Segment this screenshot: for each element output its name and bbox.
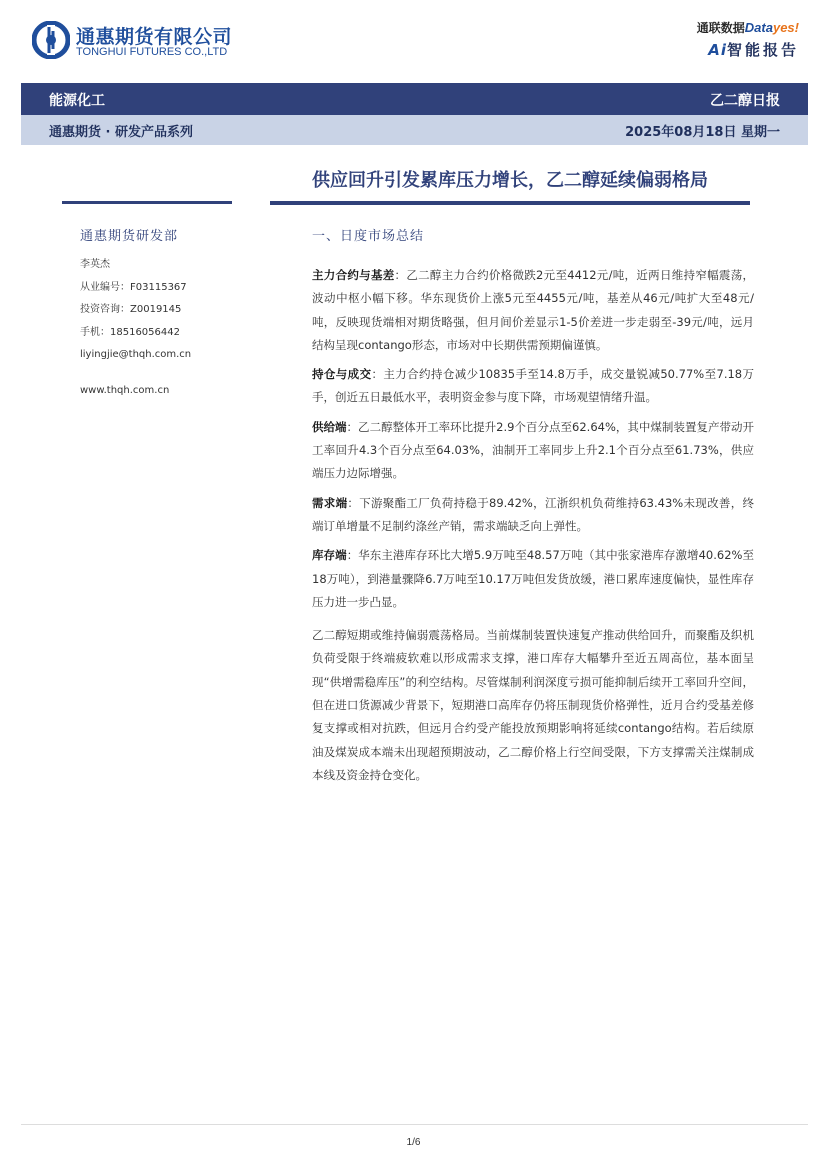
sector-label: 能源化工 (49, 93, 105, 109)
ai-report-text: 智能报告 (726, 41, 799, 59)
analyst-name: 李英杰 (80, 259, 110, 270)
paragraph-label: 供给端 (312, 419, 347, 434)
company-name-en: TONGHUI FUTURES CO.,LTD (76, 46, 228, 58)
paragraph-label: 需求端 (312, 495, 348, 510)
consult-label: 投资咨询： (80, 304, 130, 315)
report-body (312, 264, 754, 793)
page-number: 1/6 (406, 1137, 421, 1148)
paragraph-label: 主力合约与基差 (312, 268, 395, 282)
report-title: 供应回升引发累库压力增长，乙二醇延续偏弱格局 (312, 170, 708, 191)
phone-value: 18516056442 (110, 326, 180, 338)
ai-mark: Ai (708, 41, 727, 59)
consult-value: Z0019145 (130, 304, 182, 315)
brand-cn: 通联数据 (696, 21, 745, 35)
license-label: 从业编号： (80, 281, 130, 293)
report-subbanner (21, 115, 808, 145)
section-heading: 一、日度市场总结 (312, 229, 425, 244)
company-name-cn: 通惠期货有限公司 (76, 26, 233, 48)
series-label: 通惠期货 · 研发产品系列 (49, 125, 193, 140)
consult-number (80, 303, 260, 326)
report-banner (21, 83, 808, 115)
paragraph-text: ：乙二醇主力合约价格微跌2元至4412元/吨，近两日维持窄幅震荡，波动中枢小幅下移。华东现货价上涨5元至4455元/吨，基差从46元/吨扩大至48元/吨，反映现货端相对期货略强，但月间价差显示1-5价差进一步走弱至-39元/吨，远月结构呈现contango形态，市场对中长期供需预期偏谨慎。 (312, 268, 754, 352)
paragraph-supply (312, 416, 754, 486)
title-divider (270, 201, 750, 205)
ai-report-label (708, 39, 799, 60)
paragraph-positions (312, 363, 754, 410)
brand-yes: yes! (772, 20, 799, 35)
author-sidebar (80, 225, 260, 396)
report-type-label: 乙二醇日报 (710, 93, 780, 109)
footer-divider (21, 1124, 808, 1125)
paragraph-inventory (312, 544, 754, 614)
license-value: F03115367 (130, 281, 187, 293)
datayes-brand (619, 19, 799, 63)
paragraph-label: 库存端 (312, 548, 347, 563)
paragraph-conclusion: 乙二醇短期或维持偏弱震荡格局。当前煤制装置快速复产推动供给回升，而聚酯及织机负荷受限于终端疲软难以形成需求支撑，港口库存大幅攀升至近五周高位，基本面呈现“供增需稳库压”的利空结构。尽管煤制利润深度亏损可能抑制后续开工率回升空间，但在进口货源减少背景下，短期港口高库存仍将压制现货价格弹性，近月合约受基差修复支撑或相对抗跌，但远月合约受产能投放预期影响将延续contango结构。若后续原油及煤炭成本端未出现超预期波动，乙二醇价格上行空间受限，下方支撑需关注煤制成本线及资金持仓变化。 (312, 628, 754, 782)
company-logo (32, 19, 232, 63)
report-date: 2025年08月18日 星期一 (625, 125, 780, 140)
paragraph-basis (312, 264, 754, 357)
paragraph-text: ：主力合约持仓减少10835手至14.8万手，成交量锐减50.77%至7.18万手，创近五日最低水平，表明资金参与度下降，市场观望情绪升温。 (312, 367, 754, 405)
sidebar-divider (62, 201, 232, 204)
paragraph-text: ：乙二醇整体开工率环比提升2.9个百分点至62.64%，其中煤制装置复产带动开工率回升4.3个百分点至64.03%，油制开工率同步上升2.1个百分点至61.73%，供应端压力边际增强。 (312, 419, 755, 481)
paragraph-demand (312, 492, 754, 539)
paragraph-label: 持仓与成交 (312, 367, 372, 382)
license-number (80, 281, 260, 304)
phone-number (80, 326, 260, 349)
paragraph-text: ：下游聚酯工厂负荷持稳于89.42%，江浙织机负荷维持63.43%未现改善，终端订单增量不足制约涤丝产销，需求端缺乏向上弹性。 (312, 495, 754, 533)
tonghui-logo-icon (32, 21, 70, 59)
brand-data: Data (744, 20, 773, 35)
datayes-logo (697, 19, 799, 36)
phone-label: 手机： (80, 326, 110, 338)
paragraph-text: ：华东主港库存环比大增5.9万吨至48.57万吨（其中张家港库存激增40.62%至18万吨），到港量骤降6.7万吨至10.17万吨但发货放缓，港口累库速度偏快，显性库存压力进一步凸显。 (312, 548, 755, 609)
website-link[interactable]: www.thqh.com.cn (80, 384, 170, 396)
email-address: liyingjie@thqh.com.cn (80, 349, 192, 360)
department-name: 通惠期货研发部 (80, 229, 179, 244)
